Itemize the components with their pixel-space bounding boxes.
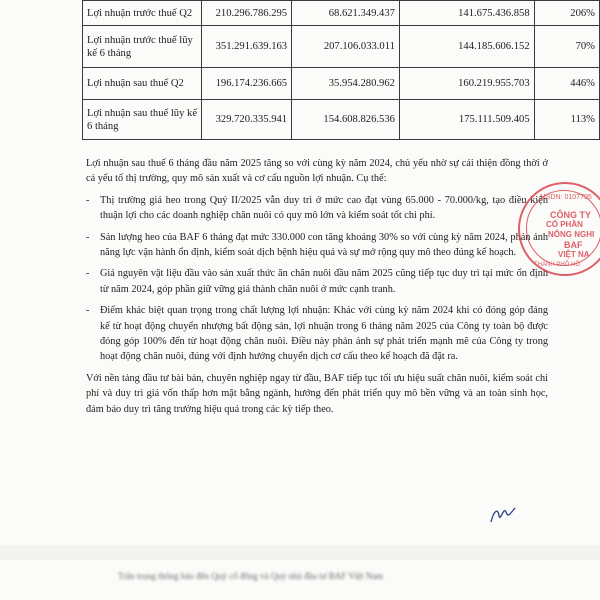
closing-paragraph: Với nền tảng đầu tư bài bản, chuyên nghiệp ngay từ đầu, BAF tiếp tục tối ưu hiệu suất chăn nuôi, kiểm soát chi phí và duy trì giá vốn thấp hơn mặt bằng ngành, hướng đến phát triển quy mô bền vững và an toàn sinh học, đảm bảo duy trì tăng trưởng hiệu quả trong các kỳ tiếp theo. <box>86 372 548 415</box>
bullet-dash: - <box>86 194 90 206</box>
bullet-item <box>86 193 548 224</box>
percent-cell: 70% <box>534 26 599 68</box>
signature-mark <box>488 502 518 526</box>
bullet-item <box>86 303 548 365</box>
value-cell: 210.296.786.295 <box>202 1 292 26</box>
value-cell: 160.219.955.703 <box>399 68 534 100</box>
bullet-text: Giá nguyên vật liệu đầu vào sản xuất thức ăn chăn nuôi đầu năm 2025 cũng tiếp tục duy trì tại mức ổn định từ năm 2024, góp phần giữ vững giá thành chăn nuôi ở mức cạnh tranh. <box>100 268 548 295</box>
value-cell: 35.954.280.962 <box>292 68 400 100</box>
bullet-dash: - <box>86 231 90 243</box>
value-cell: 329.720.335.941 <box>202 100 292 140</box>
bullet-text: Thị trường giá heo trong Quý II/2025 vẫn duy trì ở mức cao đạt vùng 65.000 - 70.000/kg, tạo điều kiện thuận lợi cho các doanh nghiệp chăn nuôi có quy mô lớn và kiểm soát tốt chi phí. <box>100 194 548 222</box>
value-cell: 351.291.639.163 <box>202 26 292 68</box>
intro-paragraph: Lợi nhuận sau thuế 6 tháng đầu năm 2025 tăng so với cùng kỳ năm 2024, chủ yếu nhờ sự cải thiện đồng thời ở cả yếu tố thị trường, quy mô sản xuất và cơ cấu nguồn lợi nhuận. Cụ thể: <box>86 158 548 185</box>
bullet-text: Điểm khác biệt quan trọng trong chất lượng lợi nhuận: Khác với cùng kỳ năm 2024 khi có đóng góp đáng kể từ hoạt động chuyển nhượng bất động sản, lợi nhuận trong 6 tháng năm 2025 của Công ty toàn bộ được đóng góp 100% đến từ hoạt động chăn nuôi. Điều này phản ánh sự phát triển mạnh mẽ của Công ty trong hoạt động chăn nuôi, đúng với định hướng chuyển dịch cơ cấu theo kế hoạch đã đặt ra. <box>100 305 548 363</box>
next-page <box>0 560 600 600</box>
value-cell: 154.608.826.536 <box>292 100 400 140</box>
row-label: Lợi nhuận trước thuế lũy kế 6 tháng <box>83 26 202 68</box>
percent-cell: 446% <box>534 68 599 100</box>
stamp-code: MSDN: 0107795 <box>540 194 592 201</box>
company-seal-stamp: MSDN: 0107795 CÔNG TY CỔ PHẦN NÔNG NGHI BAF VIỆT NA THÀNH PHỐ HỒ <box>518 182 600 276</box>
percent-cell: 113% <box>534 100 599 140</box>
table-row <box>83 100 600 140</box>
table-row <box>83 26 600 68</box>
bullet-item <box>86 230 548 261</box>
table-row <box>83 68 600 100</box>
row-label: Lợi nhuận sau thuế Q2 <box>83 68 202 100</box>
percent-cell: 206% <box>534 1 599 26</box>
value-cell: 196.174.236.665 <box>202 68 292 100</box>
value-cell: 144.185.606.152 <box>399 26 534 68</box>
next-page-text: Trân trọng thông báo đến Quý cổ đông và Quý nhà đầu tư BAF Việt Nam <box>118 571 384 581</box>
row-label: Lợi nhuận sau thuế lũy kế 6 tháng <box>83 100 202 140</box>
document-body <box>86 156 548 417</box>
value-cell: 207.106.033.011 <box>292 26 400 68</box>
profit-table <box>82 0 600 140</box>
bullet-item <box>86 266 548 297</box>
row-label: Lợi nhuận trước thuế Q2 <box>83 1 202 26</box>
bullet-text: Sản lượng heo của BAF 6 tháng đạt mức 330.000 con tăng khoảng 30% so với cùng kỳ năm 2024, phản ánh năng lực vận hành ổn định, kiểm soát dịch bệnh hiệu quả và sự mở rộng quy mô theo đúng kế hoạch. <box>100 231 548 259</box>
table-row <box>83 1 600 26</box>
value-cell: 141.675.436.858 <box>399 1 534 26</box>
bullet-dash: - <box>86 305 90 317</box>
bullet-dash: - <box>86 268 90 280</box>
value-cell: 175.111.509.405 <box>399 100 534 140</box>
value-cell: 68.621.349.437 <box>292 1 400 26</box>
